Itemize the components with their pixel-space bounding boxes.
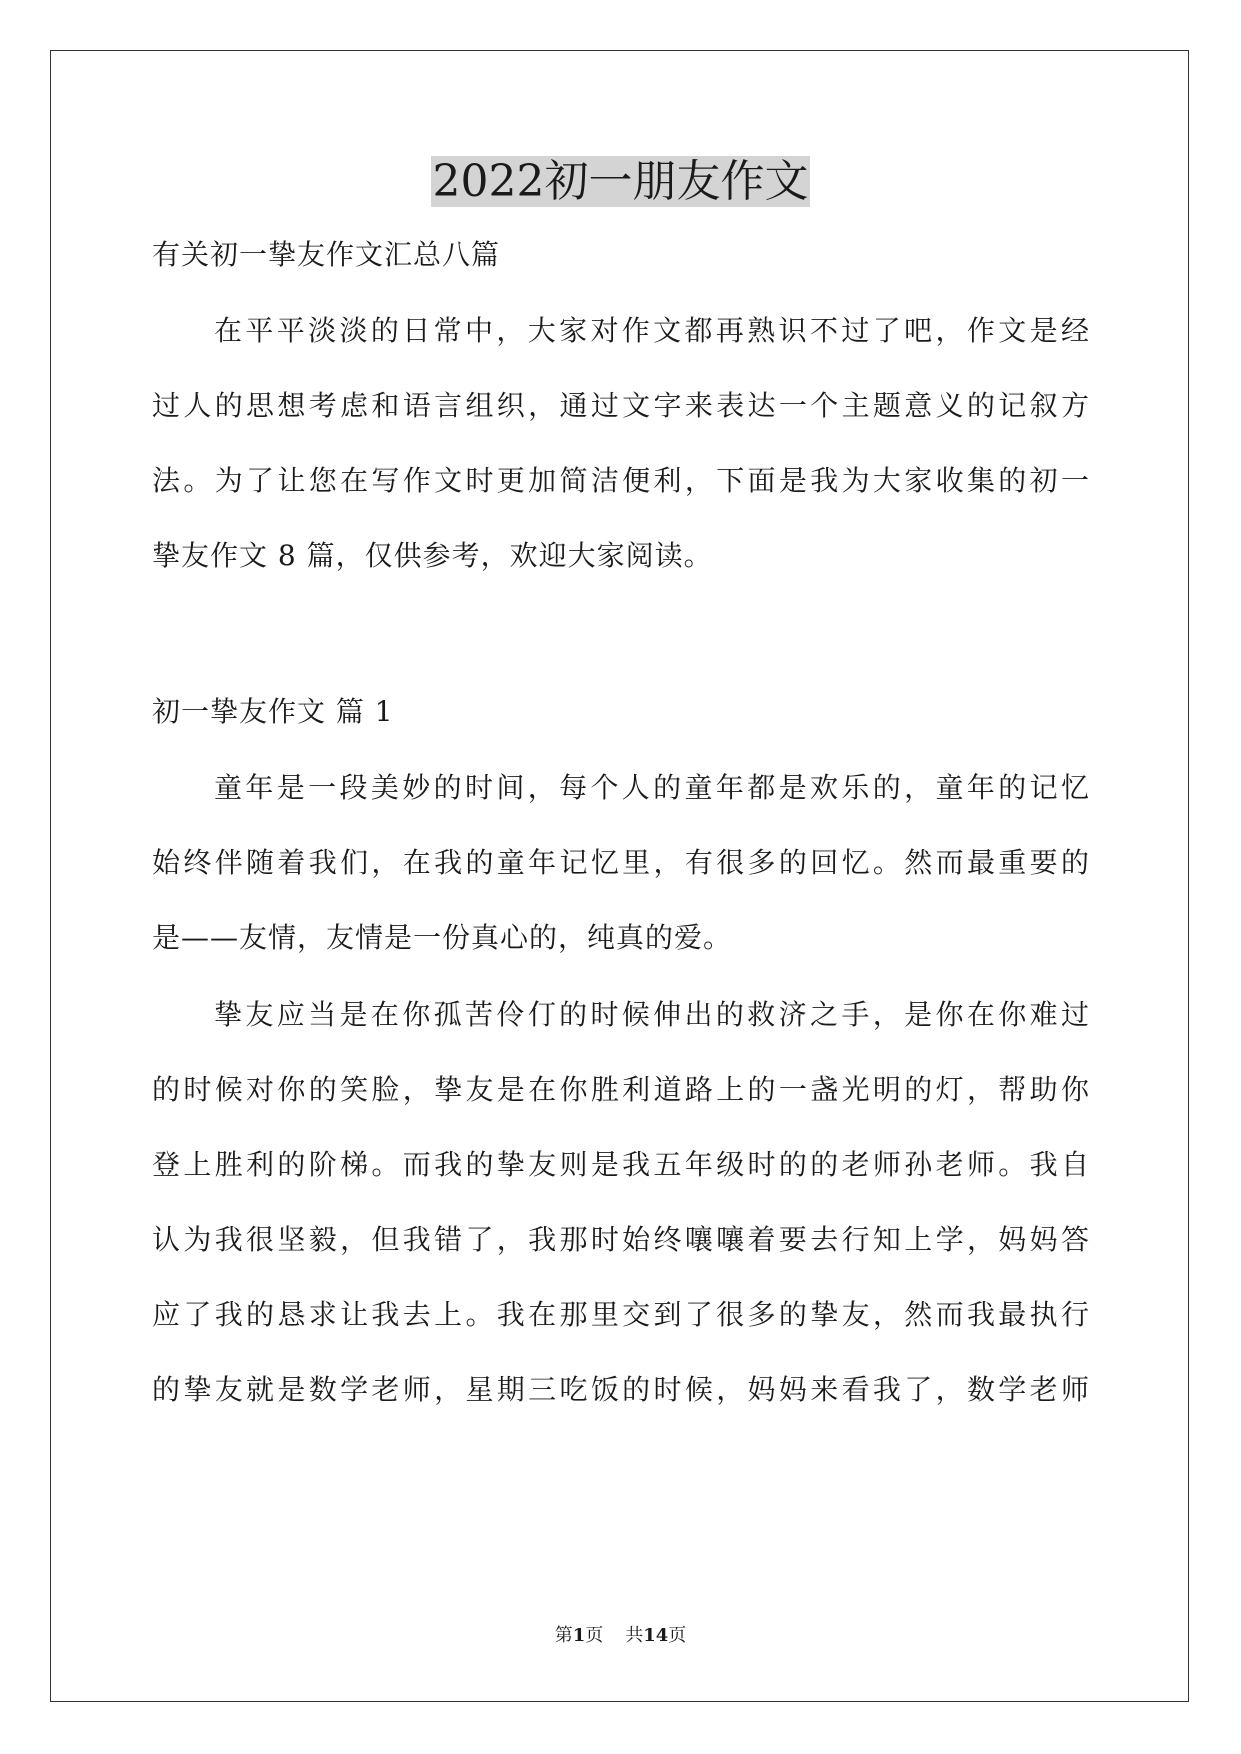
document-subtitle: 有关初一挚友作文汇总八篇 (152, 238, 501, 271)
section-heading: 初一挚友作文 篇 1 (152, 695, 394, 728)
intro-line: 过人的思想考虑和语言组织，通过文字来表达一个主题意义的记叙方 (152, 389, 1090, 422)
page-prefix: 第 (554, 1625, 573, 1646)
paragraph-line: 登上胜利的阶梯。而我的挚友则是我五年级时的的老师孙老师。我自 (152, 1148, 1090, 1181)
paragraph-line: 始终伴随着我们，在我的童年记忆里，有很多的回忆。然而最重要的 (152, 846, 1090, 879)
paragraph-line: 的挚友就是数学老师，星期三吃饭的时候，妈妈来看我了，数学老师 (152, 1373, 1090, 1406)
paragraph-line: 童年是一段美妙的时间，每个人的童年都是欢乐的，童年的记忆 (214, 771, 1090, 804)
paragraph-line: 认为我很坚毅，但我错了，我那时始终嚷嚷着要去行知上学，妈妈答 (152, 1223, 1090, 1256)
intro-line: 挚友作文 8 篇，仅供参考，欢迎大家阅读。 (152, 539, 713, 572)
current-page-number: 1 (572, 1625, 586, 1646)
paragraph-line: 挚友应当是在你孤苦伶仃的时候伸出的救济之手，是你在你难过 (214, 998, 1090, 1031)
page-footer (0, 1624, 1241, 1648)
document-title (0, 152, 1241, 212)
document-title-text: 2022初一朋友作文 (432, 156, 809, 207)
intro-line: 法。为了让您在写作文时更加简洁便利，下面是我为大家收集的初一 (152, 464, 1090, 497)
paragraph-line: 应了我的恳求让我去上。我在那里交到了很多的挚友，然而我最执行 (152, 1298, 1090, 1331)
intro-line: 在平平淡淡的日常中，大家对作文都再熟识不过了吧，作文是经 (214, 314, 1090, 347)
total-page-count: 14 (643, 1625, 669, 1646)
paragraph-line: 是——友情，友情是一份真心的，纯真的爱。 (152, 921, 733, 954)
paragraph-line: 的时候对你的笑脸，挚友是在你胜利道路上的一盏光明的灯，帮助你 (152, 1073, 1090, 1106)
page-suffix: 页 (585, 1625, 604, 1646)
total-prefix: 共 (625, 1625, 644, 1646)
total-suffix: 页 (668, 1625, 687, 1646)
